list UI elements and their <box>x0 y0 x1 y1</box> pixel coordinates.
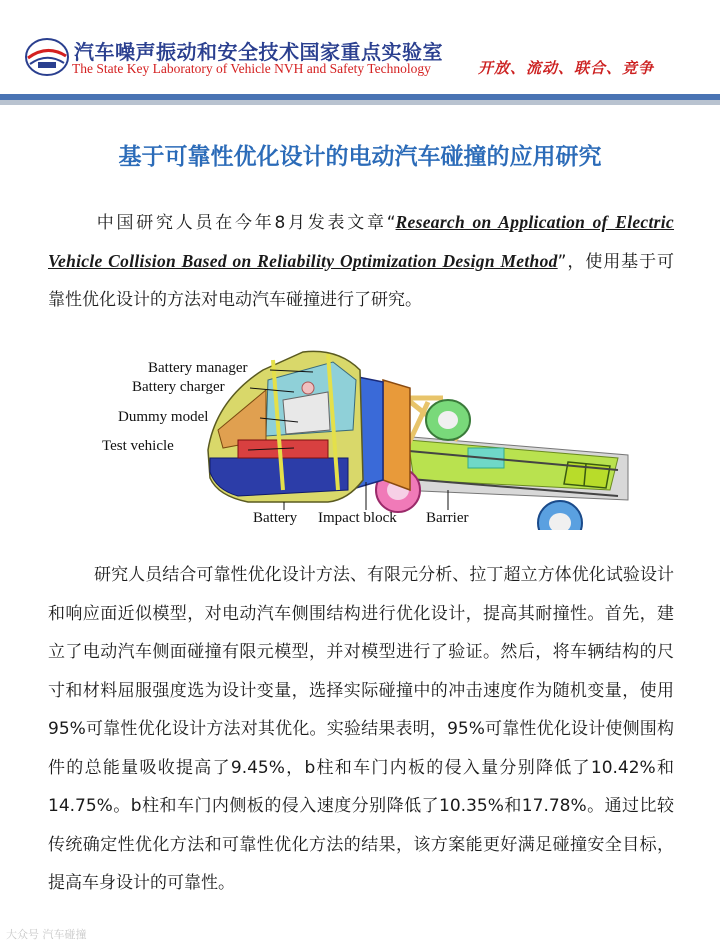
label-impact-block: Impact block <box>318 510 397 526</box>
label-dummy-model: Dummy model <box>118 409 209 425</box>
watermark: 大众号 汽车碰撞 <box>6 928 87 941</box>
label-battery: Battery <box>253 510 298 526</box>
label-battery-charger: Battery charger <box>132 379 225 395</box>
article-title: 基于可靠性优化设计的电动汽车碰撞的应用研究 <box>118 144 602 170</box>
lab-name-en: The State Key Laboratory of Vehicle NVH and Safety Technology <box>72 61 431 76</box>
lab-logo-icon <box>24 36 70 78</box>
body-text: 研究人员结合可靠性优化设计方法、有限元分析、拉丁超立方体优化试验设计和响应面近似模型，对电动汽车侧围结构进行优化设计，提高其耐撞性。首先，建立了电动汽车侧面碰撞有限元模型，并对模型进行了验证。然后，将车辆结构的尺寸和材料屈服强度选为设计变量，选择实际碰撞中的冲击速度作为随机变量，使用95%可靠性优化设计方法对其优化。实验结果表明，95%可靠性优化设计使侧围构件的总能量吸收提高了9.45%，b柱和车门内板的侵入量分别降低了10.42%和14.75%。b柱和车门内侧板的侵入速度分别降低了10.35%和17.78%。通过比较传统确定性优化方法和可靠性优化方法的结果，该方案能更好满足碰撞安全目标，提高车身设计的可靠性。 <box>48 565 674 893</box>
lab-name-cn: 汽车噪声振动和安全技术国家重点实验室 <box>74 40 443 64</box>
paper-title: Research on Application of Electric Vehicle Collision Based on Reliability Optimization Design Method <box>48 212 675 271</box>
label-battery-manager: Battery manager <box>148 360 248 376</box>
intro-paragraph <box>48 203 674 319</box>
intro-prefix: 中国研究人员在今年8月发表文章“ <box>94 213 396 233</box>
page-header <box>0 0 720 108</box>
lab-slogan: 开放、流动、联合、竞争 <box>478 59 655 77</box>
header-divider-gray <box>0 100 720 105</box>
body-paragraph <box>48 556 674 903</box>
label-barrier: Barrier <box>426 510 469 526</box>
label-test-vehicle: Test vehicle <box>102 438 174 454</box>
intro-suffix: ”，使用基于可靠性优化设计的方法对电动汽车碰撞进行了研究。 <box>48 252 674 310</box>
crash-model-figure <box>98 340 638 530</box>
